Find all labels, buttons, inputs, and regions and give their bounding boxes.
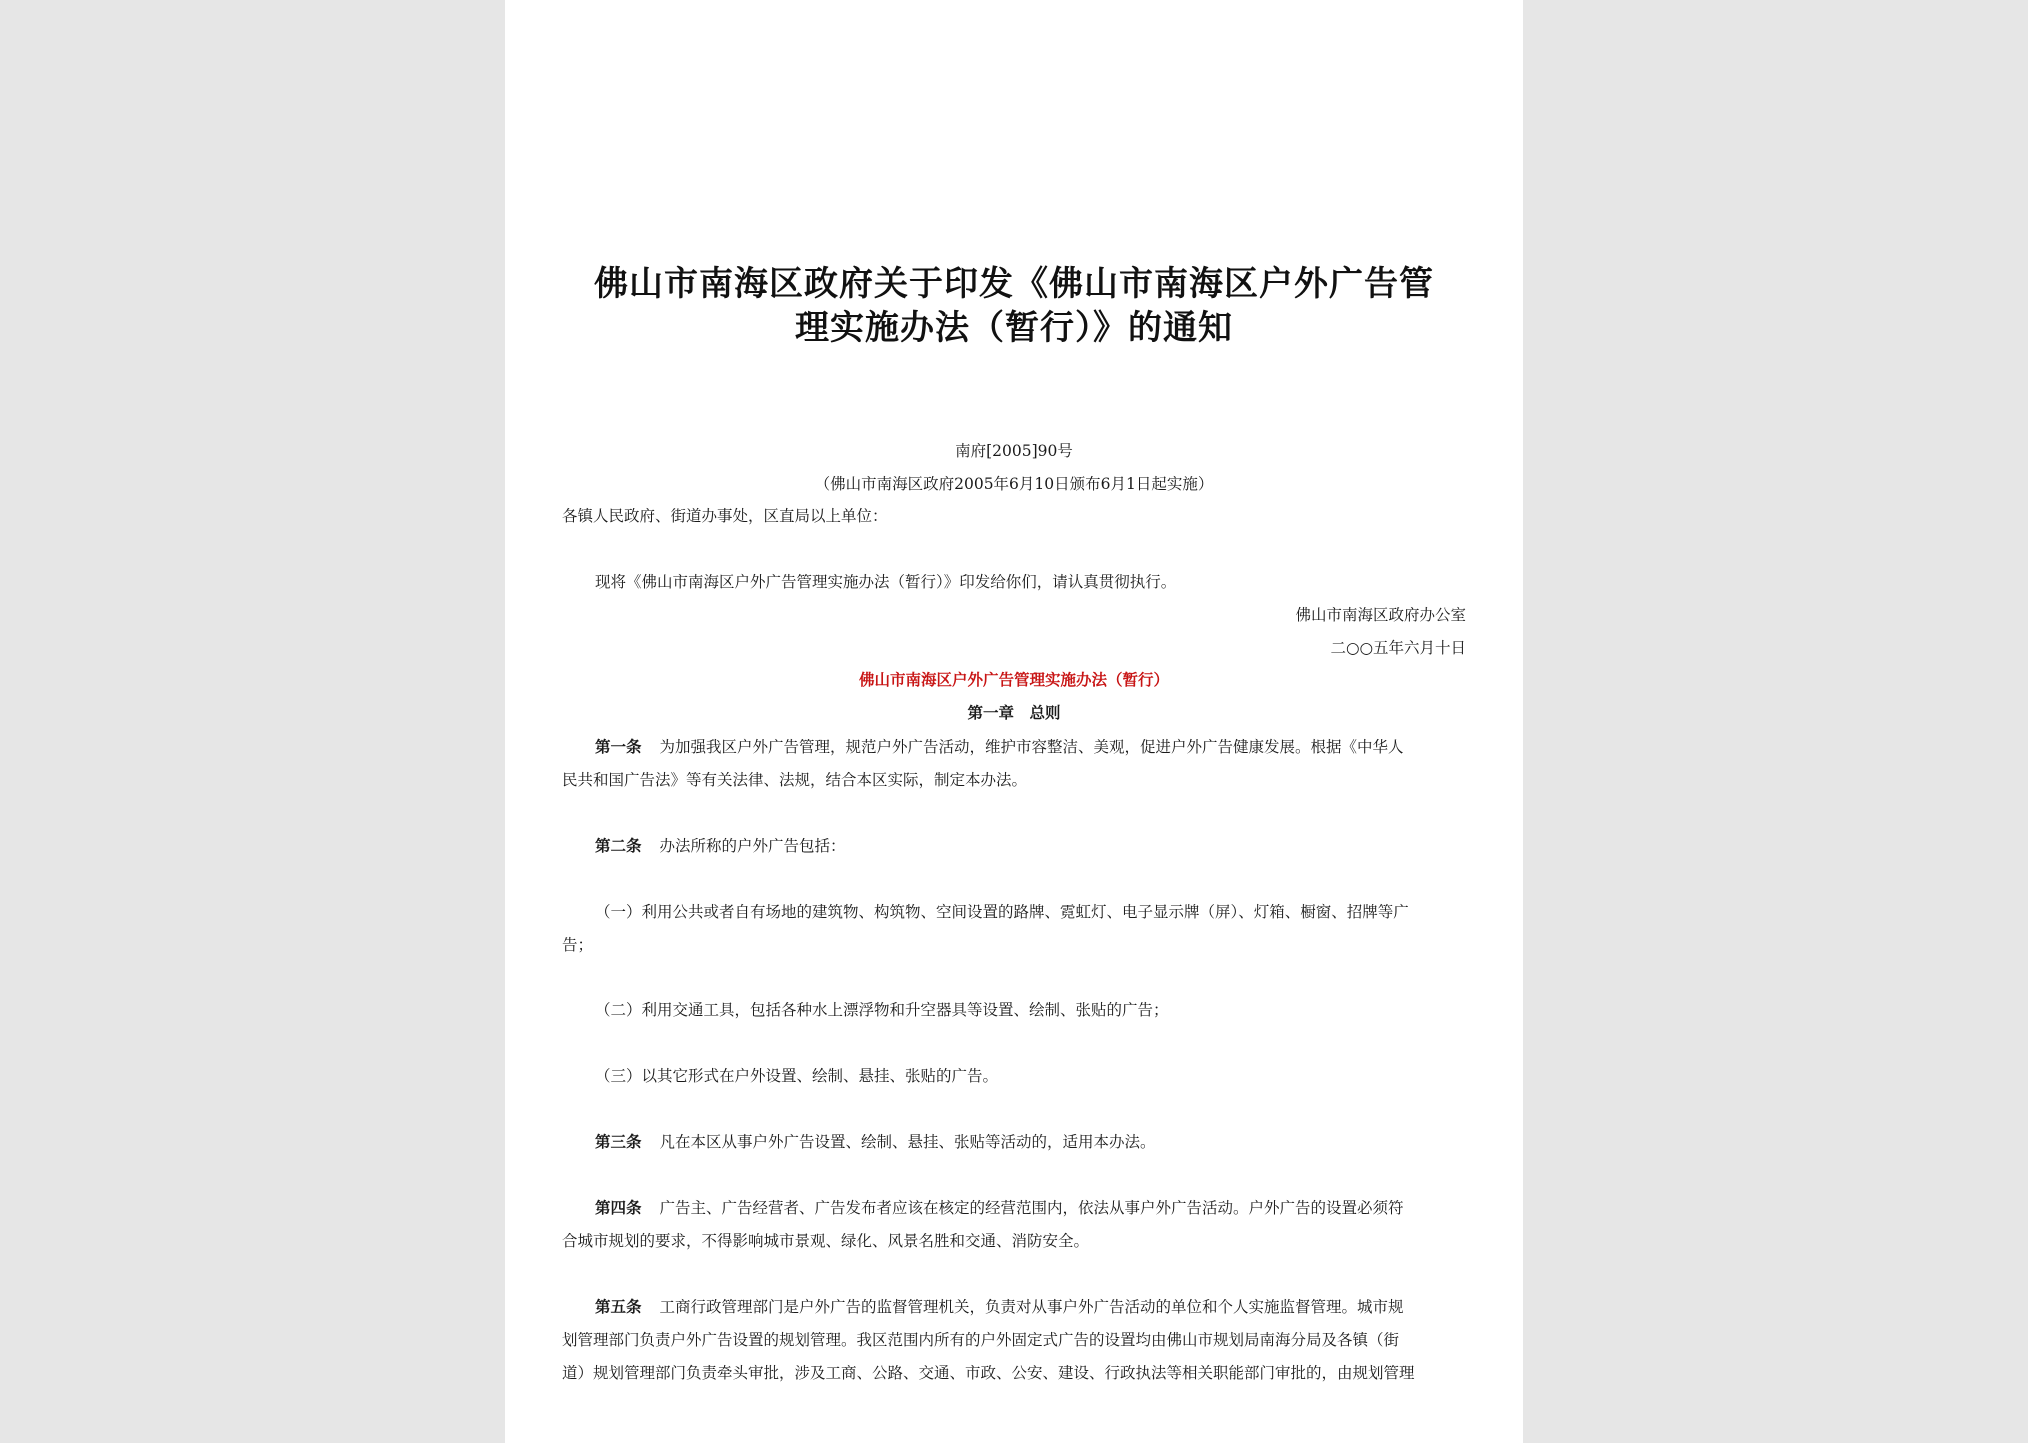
- article-1-line-2: 民共和国广告法》等有关法律、法规，结合本区实际，制定本办法。: [562, 771, 1028, 789]
- document-page: [505, 0, 1523, 1443]
- article-2: [595, 836, 846, 856]
- measures-title: 佛山市南海区户外广告管理实施办法（暂行）: [858, 670, 1169, 689]
- issue-note: （佛山市南海区政府2005年6月10日颁布6月1日起实施）: [814, 475, 1214, 493]
- item-1-line-2: 告；: [562, 936, 594, 954]
- item-2: （二）利用交通工具，包括各种水上漂浮物和升空器具等设置、绘制、张贴的广告；: [595, 1001, 1169, 1019]
- article-2-label: 第二条: [595, 836, 642, 855]
- issuer: 佛山市南海区政府办公室: [1295, 606, 1466, 624]
- article-5-text: 工商行政管理部门是户外广告的监督管理机关，负责对从事户外广告活动的单位和个人实施监督管理。城市规: [659, 1298, 1404, 1316]
- article-3-text: 凡在本区从事户外广告设置、绘制、悬挂、张贴等活动的，适用本办法。: [659, 1133, 1156, 1151]
- article-2-text: 办法所称的户外广告包括：: [659, 837, 846, 855]
- issue-date: 二○○五年六月十日: [1330, 639, 1466, 657]
- article-5-line-3: 道）规划管理部门负责牵头审批，涉及工商、公路、交通、市政、公安、建设、行政执法等相关职能部门审批的，由规划管理: [562, 1364, 1415, 1382]
- title-line-1: 佛山市南海区政府关于印发《佛山市南海区户外广告管: [594, 264, 1434, 304]
- title-line-2: 理实施办法（暂行）》的通知: [795, 308, 1233, 348]
- article-5-line-2: 划管理部门负责户外广告设置的规划管理。我区范围内所有的户外固定式广告的设置均由佛山市规划局南海分局及各镇（街: [562, 1331, 1400, 1349]
- article-1-label: 第一条: [595, 737, 642, 756]
- chapter-heading: 第一章 总则: [967, 703, 1061, 722]
- item-1-line-1: （一）利用公共或者自有场地的建筑物、构筑物、空间设置的路牌、霓虹灯、电子显示牌（屏）、灯箱、橱窗、招牌等广: [595, 903, 1409, 921]
- article-4-line-1: [595, 1198, 1404, 1218]
- article-4-text: 广告主、广告经营者、广告发布者应该在核定的经营范围内，依法从事户外广告活动。户外广告的设置必须符: [659, 1199, 1404, 1217]
- item-3: （三）以其它形式在户外设置、绘制、悬挂、张贴的广告。: [595, 1067, 999, 1085]
- article-4-label: 第四条: [595, 1198, 642, 1217]
- document-number: 南府[2005]90号: [955, 442, 1073, 460]
- recipients: 各镇人民政府、街道办事处，区直局以上单位：: [562, 507, 888, 525]
- document-title: [562, 262, 1466, 350]
- article-1-line-1: [595, 737, 1404, 757]
- article-3-label: 第三条: [595, 1132, 642, 1151]
- article-3: [595, 1132, 1156, 1152]
- article-1-text: 为加强我区户外广告管理，规范户外广告活动，维护市容整洁、美观，促进户外广告健康发展。根据《中华人: [659, 738, 1404, 756]
- article-4-line-2: 合城市规划的要求，不得影响城市景观、绿化、风景名胜和交通、消防安全。: [562, 1232, 1090, 1250]
- article-5-line-1: [595, 1297, 1404, 1317]
- article-5-label: 第五条: [595, 1297, 642, 1316]
- intro-paragraph: 现将《佛山市南海区户外广告管理实施办法（暂行）》印发给你们，请认真贯彻执行。: [595, 573, 1177, 591]
